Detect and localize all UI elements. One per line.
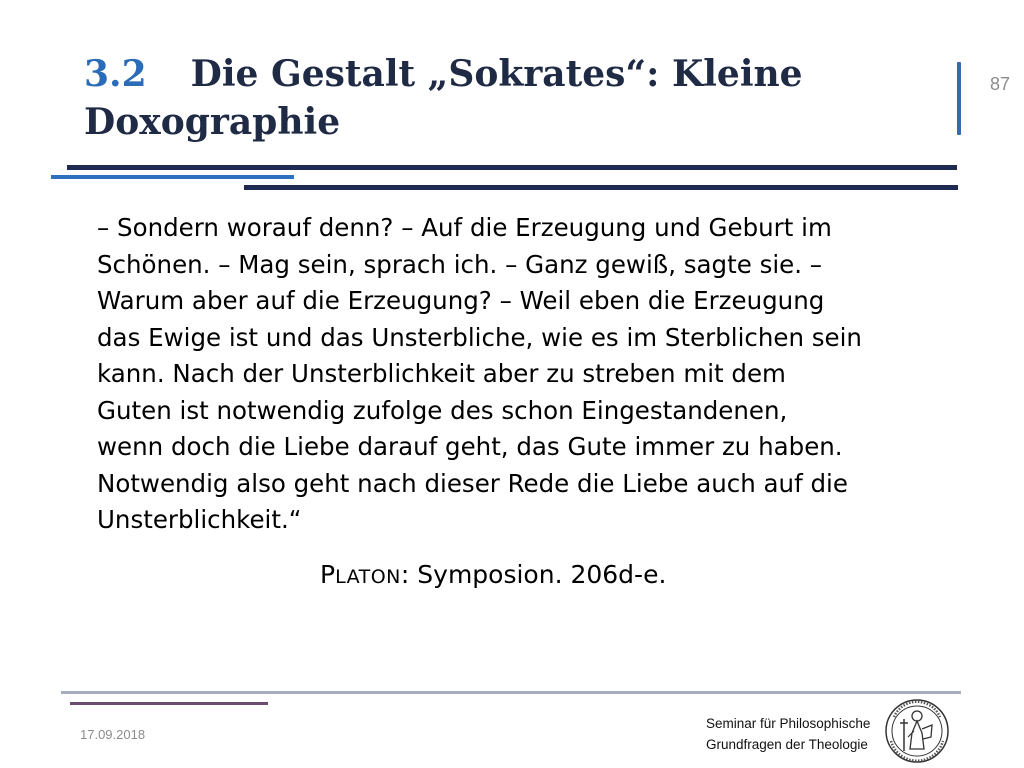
page-number: 87 <box>990 74 1011 94</box>
header-rule-top <box>67 165 957 170</box>
quote-line: Warum aber auf die Erzeugung? – Weil eben die Erzeugung <box>97 286 825 315</box>
quote-line: das Ewige ist und das Unsterbliche, wie es im Sterblichen sein <box>97 322 862 352</box>
footer-rule-accent <box>70 702 268 705</box>
quote-block <box>97 210 967 539</box>
slide-title <box>84 50 904 146</box>
section-number: 3.2 <box>84 53 147 95</box>
citation <box>320 560 666 589</box>
citation-author-initial: P <box>320 560 336 589</box>
header-rule-accent <box>51 175 294 179</box>
footer-org-line2: Grundfragen der Theologie <box>706 737 868 752</box>
quote-line: wenn doch die Liebe darauf geht, das Gute immer zu haben. <box>97 432 843 461</box>
university-seal-icon <box>882 697 952 765</box>
footer-rule <box>61 691 961 694</box>
quote-line: – Sondern worauf denn? – Auf die Erzeugung und Geburt im <box>97 213 832 242</box>
footer-date: 17.09.2018 <box>80 727 146 742</box>
citation-reference: : Symposion. 206d-e. <box>400 560 667 589</box>
quote-line: kann. Nach der Unsterblichkeit aber zu streben mit dem <box>97 359 786 388</box>
quote-line: Notwendig also geht nach dieser Rede die Liebe auch auf die <box>97 468 848 498</box>
citation-author-rest: LATON <box>335 566 401 588</box>
quote-line: Schönen. – Mag sein, sprach ich. – Ganz gewiß, sagte sie. – <box>97 249 823 279</box>
title-text: Die Gestalt „Sokrates“: Kleine Doxographie <box>84 53 803 143</box>
page-number-bar <box>957 62 961 135</box>
footer-organization <box>706 713 870 755</box>
footer-org-line1: Seminar für Philosophische <box>706 716 871 731</box>
header-rule-bottom <box>244 185 958 190</box>
quote-line: Unsterblichkeit.“ <box>97 505 302 534</box>
quote-line: Guten ist notwendig zufolge des schon Eingestandenen, <box>97 395 788 425</box>
